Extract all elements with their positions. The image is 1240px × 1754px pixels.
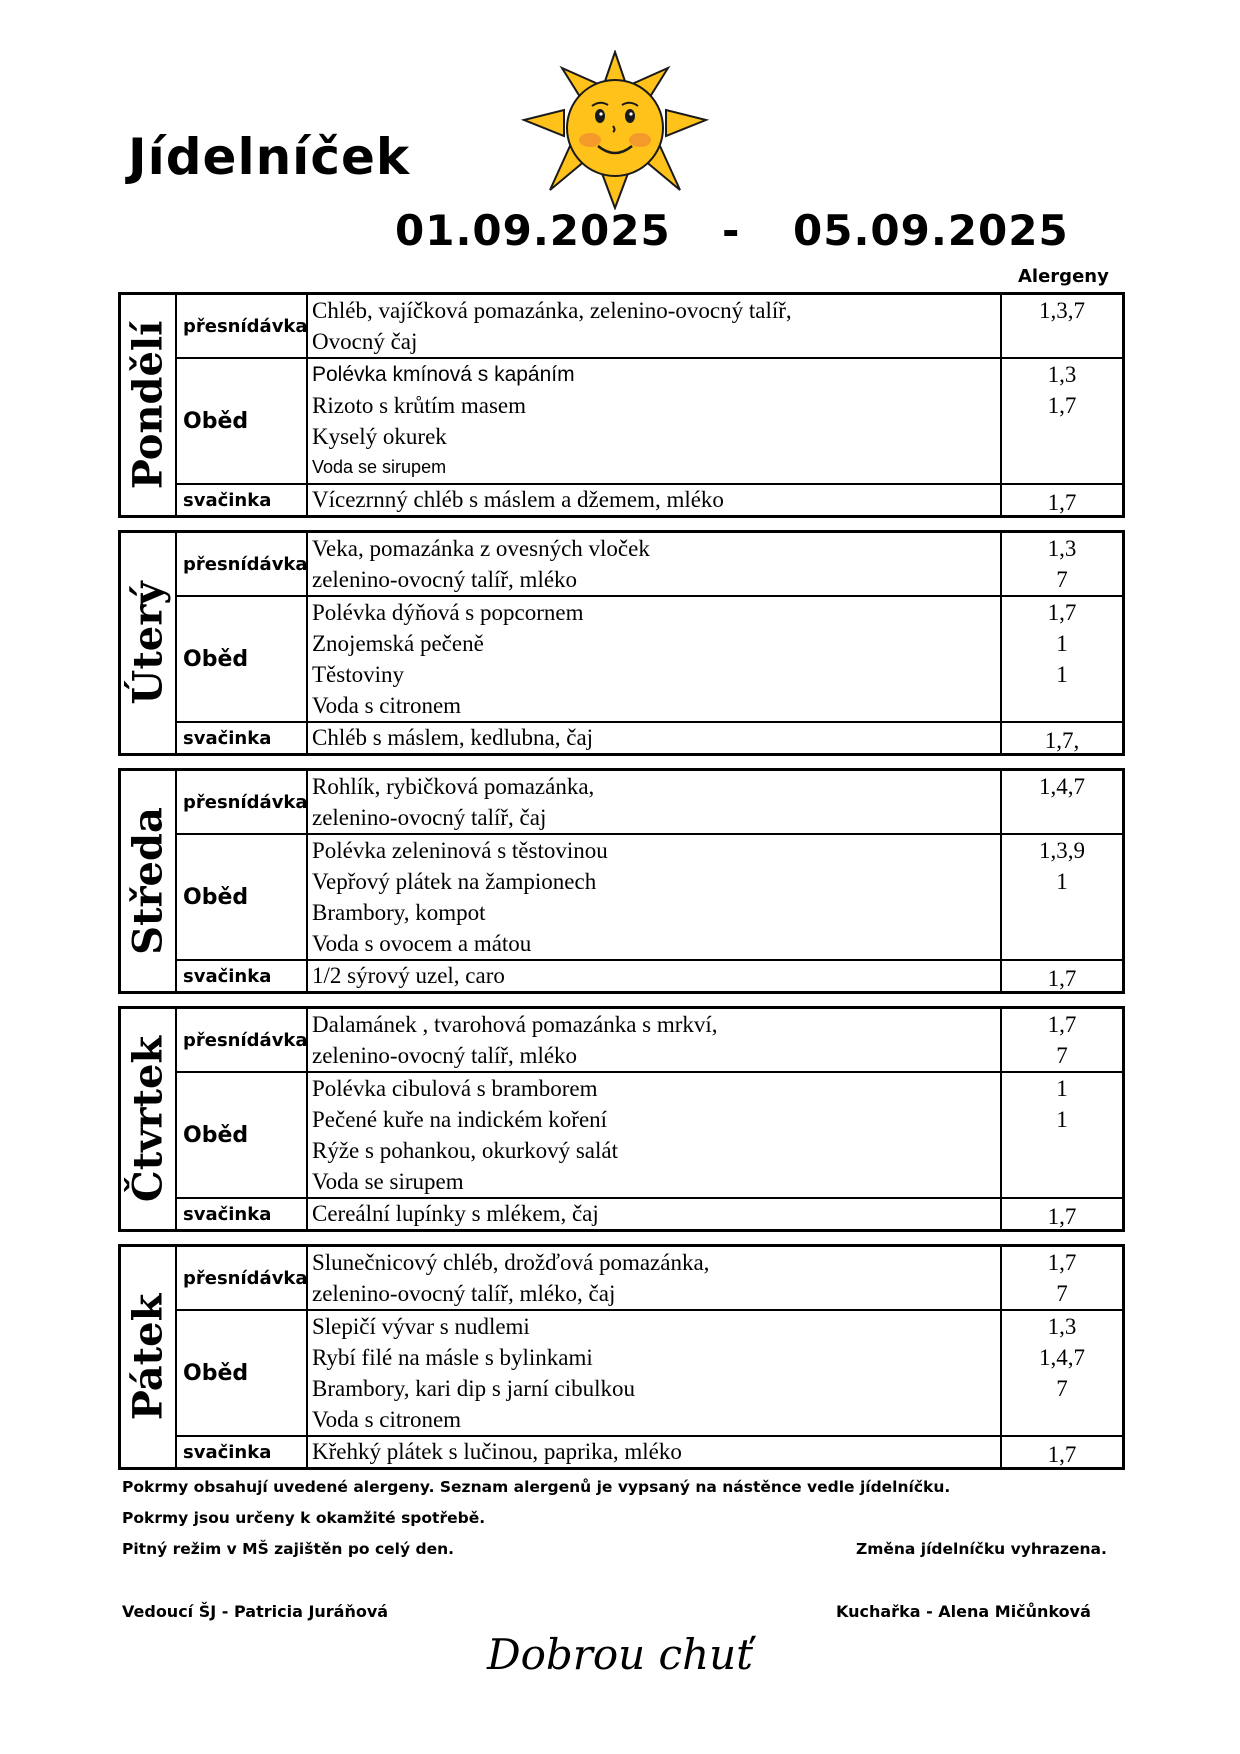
meal-label: svačinka [177, 723, 308, 753]
note-change: Změna jídelníčku vyhrazena. [856, 1540, 1107, 1558]
allergen-value: 1,7, [1044, 728, 1080, 753]
date-separator: - [722, 206, 741, 255]
day-block [118, 768, 1125, 994]
meal-items [308, 1311, 1002, 1435]
meal-item: Ovocný čaj [312, 329, 418, 354]
meal-row [177, 771, 1122, 835]
meal-allergens [1002, 485, 1122, 515]
meal-items [308, 295, 1002, 357]
allergen-value: 1,3 [1047, 362, 1077, 387]
allergen-value: 1,7 [1047, 966, 1077, 991]
note-allergens: Pokrmy obsahují uvedené alergeny. Seznam alergenů je vypsaný na nástěnce vedle jídelníčku. [122, 1478, 951, 1496]
meal-item: Voda s ovocem a mátou [312, 931, 532, 956]
meal-items [308, 1247, 1002, 1309]
meal-label: svačinka [177, 1199, 308, 1229]
allergen-value: 1,3,9 [1039, 838, 1085, 863]
date-from: 01.09.2025 [395, 206, 671, 255]
meal-item: zelenino-ovocný talíř, mléko, čaj [312, 1281, 616, 1306]
allergen-value [1002, 690, 1122, 721]
allergen-value: 1,7 [1047, 600, 1077, 625]
meal-label: svačinka [177, 485, 308, 515]
meal-item: Polévka dýňová s popcornem [312, 600, 584, 625]
meal-item: Brambory, kari dip s jarní cibulkou [312, 1376, 635, 1401]
day-name: Středa [124, 807, 172, 955]
allergen-value: 7 [1056, 1376, 1068, 1401]
meal-allergens [1002, 1247, 1122, 1309]
day-name-cell [121, 1247, 177, 1467]
meal-allergens [1002, 295, 1122, 357]
meal-items [308, 597, 1002, 721]
meal-allergens [1002, 1009, 1122, 1071]
meal-items [308, 835, 1002, 959]
page-title: Jídelníček [128, 128, 411, 186]
meal-row [177, 359, 1122, 485]
allergen-value [1002, 452, 1122, 483]
meal-row [177, 723, 1122, 753]
allergen-value [1002, 326, 1122, 357]
note-consumption: Pokrmy jsou určeny k okamžité spotřebě. [122, 1509, 486, 1527]
day-name: Čtvrtek [124, 1035, 172, 1203]
meal-item: Rizoto s krůtím masem [312, 393, 527, 418]
meal-items [308, 1073, 1002, 1197]
meal-label: přesnídávka [177, 533, 308, 595]
meal-item: Veka, pomazánka z ovesných vloček [312, 536, 650, 561]
allergen-value: 1,7 [1047, 393, 1077, 418]
meal-item: Chléb s máslem, kedlubna, čaj [312, 725, 594, 750]
day-block [118, 530, 1125, 756]
meal-allergens [1002, 359, 1122, 483]
meal-item: Rybí filé na másle s bylinkami [312, 1345, 593, 1370]
day-name: Pondělí [124, 320, 172, 490]
meal-label: svačinka [177, 1437, 308, 1467]
meal-label: přesnídávka [177, 1247, 308, 1309]
meal-allergens [1002, 597, 1122, 721]
allergen-value: 1,7 [1047, 1012, 1077, 1037]
meal-allergens [1002, 1073, 1122, 1197]
signature-manager: Vedoucí ŠJ - Patricia Juráňová [122, 1602, 389, 1621]
allergen-value [1002, 897, 1122, 928]
meal-item: zelenino-ovocný talíř, mléko [312, 567, 578, 592]
sun-icon [520, 50, 710, 210]
meal-row [177, 1311, 1122, 1437]
allergen-value: 1,3 [1047, 1314, 1077, 1339]
meal-item: Znojemská pečeně [312, 631, 484, 656]
meal-item: Vícezrnný chléb s máslem a džemem, mléko [312, 487, 724, 512]
meal-label: přesnídávka [177, 771, 308, 833]
meal-item: Polévka cibulová s bramborem [312, 1076, 598, 1101]
meal-allergens [1002, 961, 1122, 991]
meal-row [177, 1199, 1122, 1229]
allergen-value: 1 [1056, 662, 1068, 687]
meal-label: Oběd [177, 359, 308, 483]
meal-item: Polévka kmínová s kapáním [312, 363, 575, 386]
day-name-cell [121, 295, 177, 515]
meal-items [308, 723, 1002, 753]
day-name-cell [121, 533, 177, 753]
meal-item: Brambory, kompot [312, 900, 486, 925]
meal-allergens [1002, 771, 1122, 833]
allergen-value: 7 [1056, 1281, 1068, 1306]
allergen-value: 1 [1056, 869, 1068, 894]
allergen-value: 1 [1056, 631, 1068, 656]
meal-item: Rýže s pohankou, okurkový salát [312, 1138, 618, 1163]
meal-row [177, 1437, 1122, 1467]
meal-item: Dalamánek , tvarohová pomazánka s mrkví, [312, 1012, 718, 1037]
meal-row [177, 1009, 1122, 1073]
closing-message: Dobrou chuť [486, 1630, 754, 1679]
meal-items [308, 533, 1002, 595]
meal-items [308, 359, 1002, 483]
allergen-value [1002, 1135, 1122, 1166]
allergen-value: 1,7 [1047, 490, 1077, 515]
note-drinking: Pitný režim v MŠ zajištěn po celý den. [122, 1540, 455, 1558]
meal-item: Rohlík, rybičková pomazánka, [312, 774, 595, 799]
meal-list [177, 1009, 1122, 1229]
allergen-value: 1 [1056, 1107, 1068, 1132]
meal-row [177, 1073, 1122, 1199]
allergen-value [1002, 421, 1122, 452]
meal-allergens [1002, 1437, 1122, 1467]
allergen-value [1002, 1166, 1122, 1197]
meal-item: zelenino-ovocný talíř, čaj [312, 805, 547, 830]
allergen-value: 1,4,7 [1039, 774, 1085, 799]
meal-label: přesnídávka [177, 295, 308, 357]
meal-item: Voda se sirupem [312, 457, 447, 477]
date-to: 05.09.2025 [793, 206, 1069, 255]
meal-row [177, 533, 1122, 597]
meal-row [177, 597, 1122, 723]
meal-item: Cereální lupínky s mlékem, čaj [312, 1201, 599, 1226]
meal-item: Slepičí vývar s nudlemi [312, 1314, 530, 1339]
meal-item: Vepřový plátek na žampionech [312, 869, 597, 894]
day-block [118, 1244, 1125, 1470]
allergen-value: 1 [1056, 1076, 1068, 1101]
meal-allergens [1002, 1199, 1122, 1229]
meal-items [308, 1437, 1002, 1467]
allergen-column-header: Alergeny [1018, 266, 1109, 287]
allergen-value [1002, 802, 1122, 833]
meal-items [308, 1009, 1002, 1071]
meal-allergens [1002, 533, 1122, 595]
allergen-value: 1,3 [1047, 536, 1077, 561]
meal-item: 1/2 sýrový uzel, caro [312, 963, 505, 988]
meal-row [177, 1247, 1122, 1311]
allergen-value [1002, 928, 1122, 959]
allergen-value: 7 [1056, 1043, 1068, 1068]
meal-item: Křehký plátek s lučinou, paprika, mléko [312, 1439, 682, 1464]
meal-items [308, 961, 1002, 991]
meal-row [177, 485, 1122, 515]
meal-item: Polévka zeleninová s těstovinou [312, 838, 608, 863]
day-name: Úterý [124, 581, 172, 705]
meal-list [177, 533, 1122, 753]
meal-item: Kyselý okurek [312, 424, 447, 449]
meal-item: Voda s citronem [312, 693, 462, 718]
allergen-value: 1,7 [1047, 1250, 1077, 1275]
allergen-value: 7 [1056, 567, 1068, 592]
meal-label: Oběd [177, 597, 308, 721]
meal-allergens [1002, 1311, 1122, 1435]
meal-allergens [1002, 723, 1122, 753]
meal-row [177, 295, 1122, 359]
meal-item: Slunečnicový chléb, drožďová pomazánka, [312, 1250, 710, 1275]
meal-items [308, 1199, 1002, 1229]
meal-item: Chléb, vajíčková pomazánka, zelenino-ovocný talíř, [312, 298, 792, 323]
allergen-value: 1,7 [1047, 1204, 1077, 1229]
allergen-value: 1,4,7 [1039, 1345, 1085, 1370]
meal-row [177, 961, 1122, 991]
day-block [118, 1006, 1125, 1232]
meal-label: přesnídávka [177, 1009, 308, 1071]
meal-allergens [1002, 835, 1122, 959]
meal-items [308, 485, 1002, 515]
meal-label: Oběd [177, 835, 308, 959]
allergen-value [1002, 1404, 1122, 1435]
meal-item: zelenino-ovocný talíř, mléko [312, 1043, 578, 1068]
day-block [118, 292, 1125, 518]
meal-item: Pečené kuře na indickém koření [312, 1107, 608, 1132]
allergen-value: 1,7 [1047, 1442, 1077, 1467]
meal-label: Oběd [177, 1073, 308, 1197]
meal-list [177, 295, 1122, 515]
allergen-value: 1,3,7 [1039, 298, 1085, 323]
meal-label: Oběd [177, 1311, 308, 1435]
meal-list [177, 1247, 1122, 1467]
meal-label: svačinka [177, 961, 308, 991]
menu-days [118, 292, 1125, 1482]
meal-item: Těstoviny [312, 662, 404, 687]
day-name-cell [121, 771, 177, 991]
signature-cook: Kuchařka - Alena Mičůnková [836, 1602, 1091, 1621]
day-name: Pátek [124, 1293, 172, 1421]
meal-items [308, 771, 1002, 833]
meal-item: Voda s citronem [312, 1407, 462, 1432]
day-name-cell [121, 1009, 177, 1229]
meal-row [177, 835, 1122, 961]
meal-list [177, 771, 1122, 991]
meal-item: Voda se sirupem [312, 1169, 464, 1194]
